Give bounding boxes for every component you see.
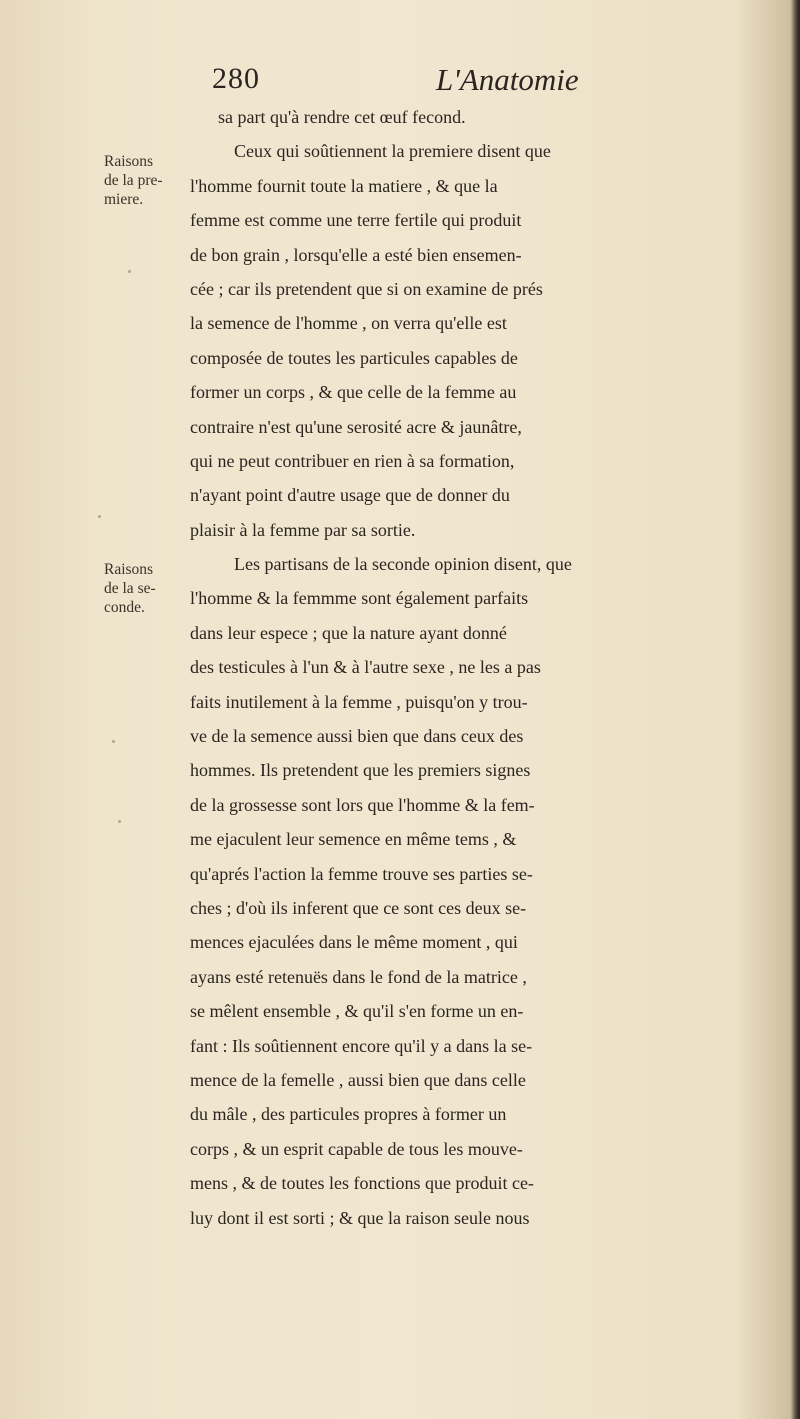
text-line: cée ; car ils pretendent que si on examine de prés bbox=[190, 278, 543, 299]
text-line: faits inutilement à la femme , puisqu'on y trou- bbox=[190, 691, 528, 712]
text-line: mence de la femelle , aussi bien que dans celle bbox=[190, 1069, 526, 1090]
text-line: ayans esté retenuës dans le fond de la matrice , bbox=[190, 966, 527, 987]
text-line: me ejaculent leur semence en même tems , & bbox=[190, 829, 517, 850]
text-line: mens , & de toutes les fonctions que produit ce- bbox=[190, 1173, 534, 1194]
text-line: Les partisans de la seconde opinion disent, que bbox=[234, 554, 572, 575]
text-line: qui ne peut contribuer en rien à sa formation, bbox=[190, 450, 515, 471]
text-line: du mâle , des particules propres à former un bbox=[190, 1104, 507, 1125]
margin-note-line: Raisons bbox=[104, 153, 154, 170]
text-line: des testicules à l'un & à l'autre sexe , ne les a pas bbox=[190, 657, 541, 678]
margin-note-line: miere. bbox=[104, 191, 144, 208]
text-line: plaisir à la femme par sa sortie. bbox=[190, 519, 416, 540]
text-line: l'homme & la femmme sont également parfaits bbox=[190, 588, 529, 609]
text-line: composée de toutes les particules capables de bbox=[190, 347, 518, 368]
text-line: mences ejaculées dans le même moment , qui bbox=[190, 932, 518, 953]
text-line: l'homme fournit toute la matiere , & que la bbox=[190, 175, 498, 196]
text-line: Ceux qui soûtiennent la premiere disent que bbox=[234, 141, 551, 162]
text-line: qu'aprés l'action la femme trouve ses parties se- bbox=[190, 863, 533, 884]
page-header bbox=[212, 62, 632, 102]
text-line: femme est comme une terre fertile qui produit bbox=[190, 210, 522, 231]
body-text bbox=[190, 100, 790, 1235]
text-line: corps , & un esprit capable de tous les mouve- bbox=[190, 1138, 523, 1159]
text-line: dans leur espece ; que la nature ayant donné bbox=[190, 622, 507, 643]
page-number: 280 bbox=[212, 62, 260, 95]
text-line: n'ayant point d'autre usage que de donner du bbox=[190, 485, 510, 506]
paper-speck bbox=[112, 740, 115, 743]
paper-speck bbox=[118, 820, 121, 823]
running-title: L'Anatomie bbox=[436, 62, 579, 97]
text-line: la semence de l'homme , on verra qu'elle est bbox=[190, 313, 507, 334]
text-line: ches ; d'où ils inferent que ce sont ces deux se- bbox=[190, 897, 527, 918]
text-line: fant : Ils soûtiennent encore qu'il y a dans la se- bbox=[190, 1035, 533, 1056]
margin-note-line: de la se- bbox=[104, 580, 156, 597]
paper-speck bbox=[98, 515, 101, 518]
paper-speck bbox=[128, 270, 131, 273]
margin-note-line: conde. bbox=[104, 599, 145, 616]
margin-note-line: Raisons bbox=[104, 561, 154, 578]
text-line: se mêlent ensemble , & qu'il s'en forme un en- bbox=[190, 1001, 524, 1022]
margin-note-line: de la pre- bbox=[104, 172, 163, 189]
text-line: contraire n'est qu'une serosité acre & jaunâtre, bbox=[190, 416, 522, 437]
page-edge-shadow bbox=[790, 0, 800, 1419]
text-line: de la grossesse sont lors que l'homme & la fem- bbox=[190, 794, 535, 815]
text-line: de bon grain , lorsqu'elle a esté bien ensemen- bbox=[190, 244, 522, 265]
text-line: former un corps , & que celle de la femme au bbox=[190, 382, 517, 403]
text-line: luy dont il est sorti ; & que la raison seule nous bbox=[190, 1207, 530, 1228]
text-line: sa part qu'à rendre cet œuf fecond. bbox=[218, 107, 466, 127]
text-line: hommes. Ils pretendent que les premiers signes bbox=[190, 760, 531, 781]
text-line: ve de la semence aussi bien que dans ceux des bbox=[190, 726, 524, 747]
